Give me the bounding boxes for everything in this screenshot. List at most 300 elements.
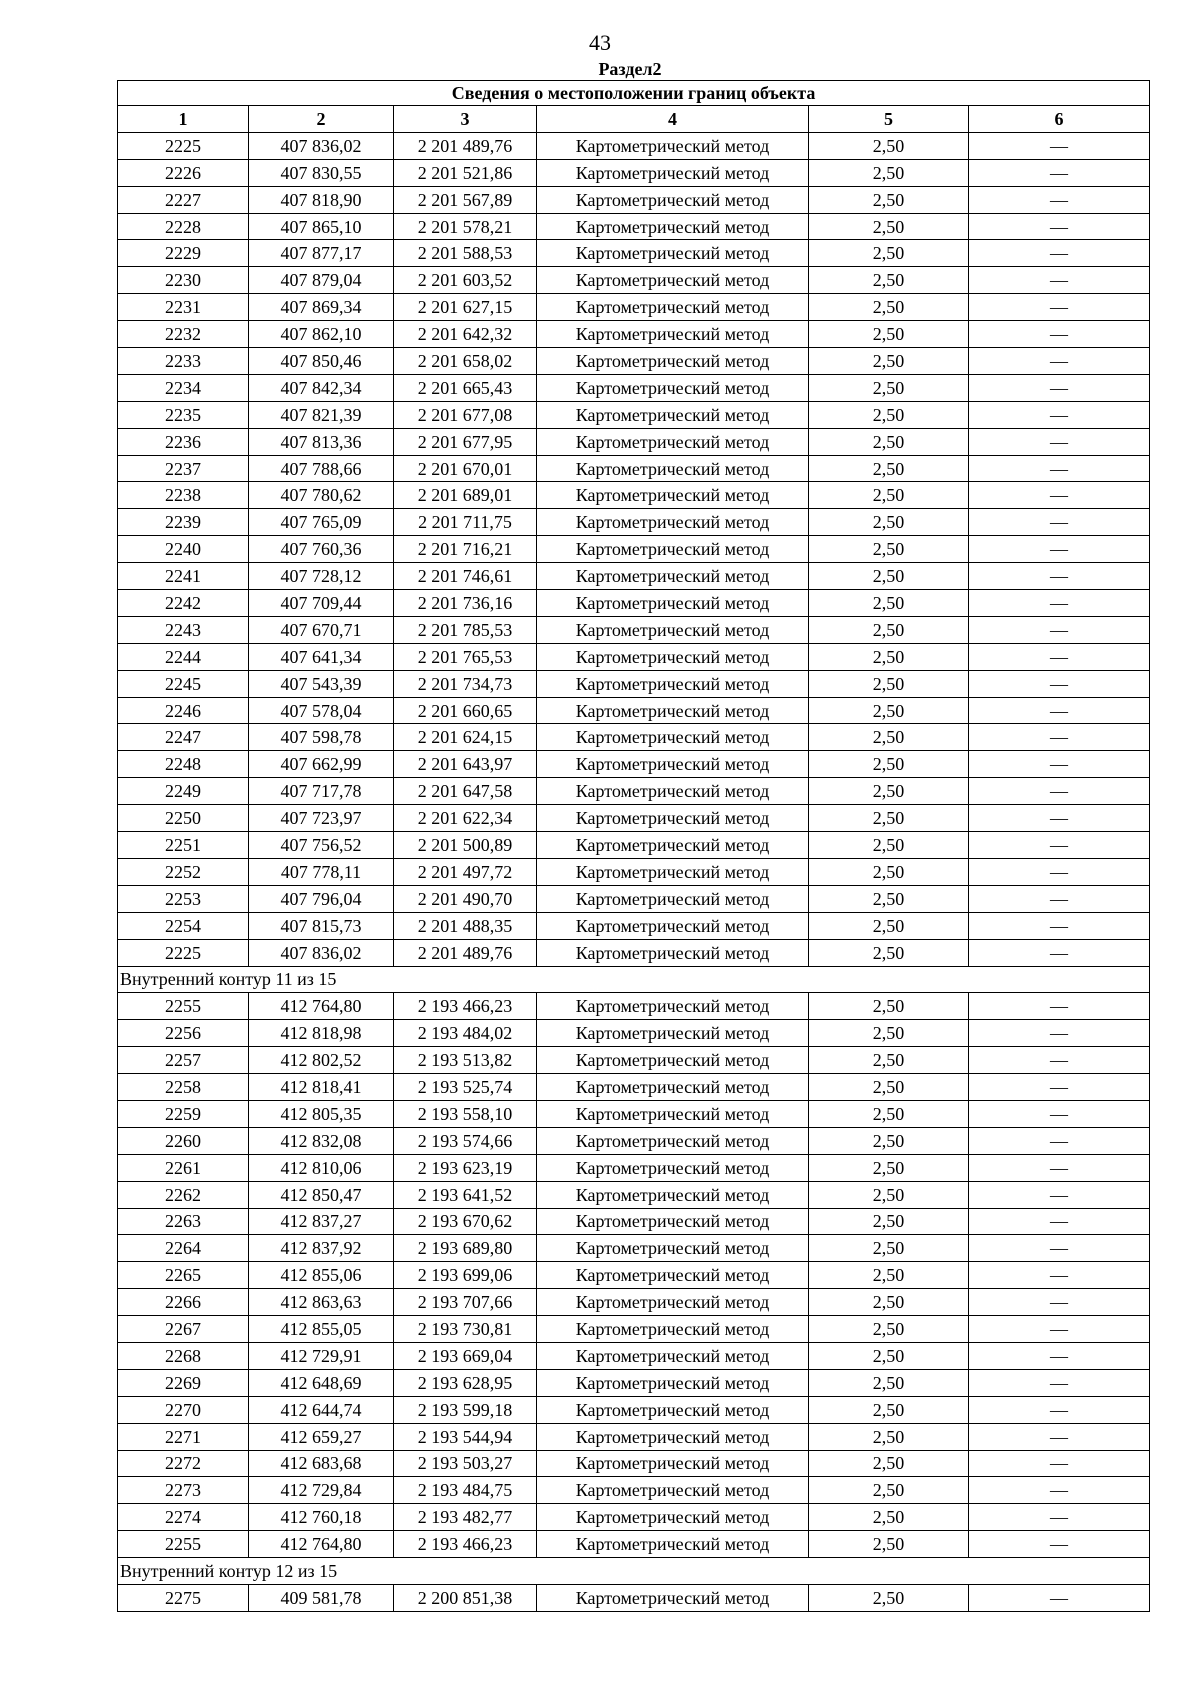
point-number-cell: 2244 — [118, 643, 249, 670]
method-cell: Картометрический метод — [537, 1369, 809, 1396]
x-coordinate-cell: 407 879,04 — [249, 267, 394, 294]
y-coordinate-cell: 2 193 689,80 — [394, 1235, 537, 1262]
accuracy-cell: 2,50 — [809, 509, 969, 536]
x-coordinate-cell: 407 813,36 — [249, 428, 394, 455]
method-cell: Картометрический метод — [537, 643, 809, 670]
point-number-cell: 2233 — [118, 348, 249, 375]
y-coordinate-cell: 2 201 677,08 — [394, 401, 537, 428]
contour-section-label: Внутренний контур 12 из 15 — [118, 1558, 1150, 1585]
x-coordinate-cell: 407 877,17 — [249, 240, 394, 267]
x-coordinate-cell: 407 836,02 — [249, 939, 394, 966]
method-cell: Картометрический метод — [537, 1181, 809, 1208]
x-coordinate-cell: 412 818,98 — [249, 1020, 394, 1047]
method-cell: Картометрический метод — [537, 1316, 809, 1343]
method-cell: Картометрический метод — [537, 885, 809, 912]
x-coordinate-cell: 407 818,90 — [249, 186, 394, 213]
point-number-cell: 2258 — [118, 1074, 249, 1101]
table-row — [118, 348, 1150, 375]
table-row — [118, 643, 1150, 670]
method-cell: Картометрический метод — [537, 805, 809, 832]
method-cell: Картометрический метод — [537, 159, 809, 186]
accuracy-cell: 2,50 — [809, 832, 969, 859]
point-number-cell: 2235 — [118, 401, 249, 428]
x-coordinate-cell: 407 865,10 — [249, 213, 394, 240]
table-row — [118, 1450, 1150, 1477]
column-header: 4 — [537, 106, 809, 133]
y-coordinate-cell: 2 193 641,52 — [394, 1181, 537, 1208]
accuracy-cell: 2,50 — [809, 885, 969, 912]
description-cell: — — [969, 1477, 1150, 1504]
description-cell: — — [969, 482, 1150, 509]
accuracy-cell: 2,50 — [809, 1504, 969, 1531]
accuracy-cell: 2,50 — [809, 590, 969, 617]
x-coordinate-cell: 412 837,92 — [249, 1235, 394, 1262]
x-coordinate-cell: 412 729,91 — [249, 1342, 394, 1369]
accuracy-cell: 2,50 — [809, 1531, 969, 1558]
description-cell: — — [969, 697, 1150, 724]
y-coordinate-cell: 2 201 490,70 — [394, 885, 537, 912]
point-number-cell: 2273 — [118, 1477, 249, 1504]
accuracy-cell: 2,50 — [809, 1584, 969, 1611]
point-number-cell: 2238 — [118, 482, 249, 509]
accuracy-cell: 2,50 — [809, 428, 969, 455]
point-number-cell: 2259 — [118, 1100, 249, 1127]
table-row — [118, 1127, 1150, 1154]
point-number-cell: 2237 — [118, 455, 249, 482]
point-number-cell: 2266 — [118, 1289, 249, 1316]
method-cell: Картометрический метод — [537, 724, 809, 751]
y-coordinate-cell: 2 201 711,75 — [394, 509, 537, 536]
y-coordinate-cell: 2 201 736,16 — [394, 590, 537, 617]
accuracy-cell: 2,50 — [809, 993, 969, 1020]
table-row — [118, 1074, 1150, 1101]
table-row — [118, 1531, 1150, 1558]
table-row — [118, 509, 1150, 536]
method-cell: Картометрический метод — [537, 1423, 809, 1450]
method-cell: Картометрический метод — [537, 1450, 809, 1477]
accuracy-cell: 2,50 — [809, 1316, 969, 1343]
point-number-cell: 2250 — [118, 805, 249, 832]
x-coordinate-cell: 407 778,11 — [249, 858, 394, 885]
y-coordinate-cell: 2 201 567,89 — [394, 186, 537, 213]
x-coordinate-cell: 407 598,78 — [249, 724, 394, 751]
y-coordinate-cell: 2 201 489,76 — [394, 939, 537, 966]
accuracy-cell: 2,50 — [809, 348, 969, 375]
x-coordinate-cell: 407 836,02 — [249, 132, 394, 159]
contour-section-row — [118, 966, 1150, 993]
accuracy-cell: 2,50 — [809, 1154, 969, 1181]
page-number: 43 — [589, 30, 611, 55]
table-row — [118, 912, 1150, 939]
method-cell: Картометрический метод — [537, 1235, 809, 1262]
accuracy-cell: 2,50 — [809, 294, 969, 321]
description-cell: — — [969, 563, 1150, 590]
x-coordinate-cell: 412 832,08 — [249, 1127, 394, 1154]
table-row — [118, 186, 1150, 213]
y-coordinate-cell: 2 201 488,35 — [394, 912, 537, 939]
point-number-cell: 2271 — [118, 1423, 249, 1450]
x-coordinate-cell: 412 764,80 — [249, 1531, 394, 1558]
x-coordinate-cell: 407 756,52 — [249, 832, 394, 859]
method-cell: Картометрический метод — [537, 1154, 809, 1181]
description-cell: — — [969, 159, 1150, 186]
table-row — [118, 832, 1150, 859]
y-coordinate-cell: 2 193 466,23 — [394, 1531, 537, 1558]
description-cell: — — [969, 939, 1150, 966]
accuracy-cell: 2,50 — [809, 1262, 969, 1289]
description-cell: — — [969, 1342, 1150, 1369]
table-row — [118, 805, 1150, 832]
method-cell: Картометрический метод — [537, 1531, 809, 1558]
description-cell: — — [969, 1396, 1150, 1423]
description-cell: — — [969, 213, 1150, 240]
description-cell: — — [969, 751, 1150, 778]
y-coordinate-cell: 2 201 677,95 — [394, 428, 537, 455]
point-number-cell: 2268 — [118, 1342, 249, 1369]
table-row — [118, 1584, 1150, 1611]
point-number-cell: 2247 — [118, 724, 249, 751]
method-cell: Картометрический метод — [537, 213, 809, 240]
boundary-table — [117, 80, 1150, 1612]
point-number-cell: 2225 — [118, 939, 249, 966]
x-coordinate-cell: 412 648,69 — [249, 1369, 394, 1396]
description-cell: — — [969, 428, 1150, 455]
method-cell: Картометрический метод — [537, 1047, 809, 1074]
y-coordinate-cell: 2 193 558,10 — [394, 1100, 537, 1127]
table-row — [118, 267, 1150, 294]
method-cell: Картометрический метод — [537, 1504, 809, 1531]
accuracy-cell: 2,50 — [809, 778, 969, 805]
x-coordinate-cell: 407 662,99 — [249, 751, 394, 778]
method-cell: Картометрический метод — [537, 132, 809, 159]
x-coordinate-cell: 407 717,78 — [249, 778, 394, 805]
method-cell: Картометрический метод — [537, 1208, 809, 1235]
y-coordinate-cell: 2 193 484,02 — [394, 1020, 537, 1047]
y-coordinate-cell: 2 201 588,53 — [394, 240, 537, 267]
column-header: 5 — [809, 106, 969, 133]
description-cell: — — [969, 1074, 1150, 1101]
x-coordinate-cell: 407 709,44 — [249, 590, 394, 617]
table-row — [118, 321, 1150, 348]
y-coordinate-cell: 2 193 730,81 — [394, 1316, 537, 1343]
accuracy-cell: 2,50 — [809, 939, 969, 966]
y-coordinate-cell: 2 201 489,76 — [394, 132, 537, 159]
y-coordinate-cell: 2 201 660,65 — [394, 697, 537, 724]
x-coordinate-cell: 407 670,71 — [249, 616, 394, 643]
description-cell: — — [969, 832, 1150, 859]
point-number-cell: 2226 — [118, 159, 249, 186]
y-coordinate-cell: 2 201 785,53 — [394, 616, 537, 643]
x-coordinate-cell: 412 729,84 — [249, 1477, 394, 1504]
table-row — [118, 1154, 1150, 1181]
accuracy-cell: 2,50 — [809, 1181, 969, 1208]
y-coordinate-cell: 2 193 484,75 — [394, 1477, 537, 1504]
accuracy-cell: 2,50 — [809, 1020, 969, 1047]
accuracy-cell: 2,50 — [809, 132, 969, 159]
accuracy-cell: 2,50 — [809, 213, 969, 240]
method-cell: Картометрический метод — [537, 1342, 809, 1369]
x-coordinate-cell: 412 760,18 — [249, 1504, 394, 1531]
point-number-cell: 2249 — [118, 778, 249, 805]
y-coordinate-cell: 2 193 503,27 — [394, 1450, 537, 1477]
description-cell: — — [969, 536, 1150, 563]
column-header: 1 — [118, 106, 249, 133]
accuracy-cell: 2,50 — [809, 643, 969, 670]
y-coordinate-cell: 2 201 665,43 — [394, 374, 537, 401]
description-cell: — — [969, 643, 1150, 670]
table-row — [118, 294, 1150, 321]
y-coordinate-cell: 2 193 525,74 — [394, 1074, 537, 1101]
point-number-cell: 2253 — [118, 885, 249, 912]
method-cell: Картометрический метод — [537, 616, 809, 643]
method-cell: Картометрический метод — [537, 374, 809, 401]
method-cell: Картометрический метод — [537, 401, 809, 428]
accuracy-cell: 2,50 — [809, 374, 969, 401]
description-cell: — — [969, 1369, 1150, 1396]
table-row — [118, 1423, 1150, 1450]
method-cell: Картометрический метод — [537, 1074, 809, 1101]
y-coordinate-cell: 2 193 628,95 — [394, 1369, 537, 1396]
y-coordinate-cell: 2 201 647,58 — [394, 778, 537, 805]
method-cell: Картометрический метод — [537, 1289, 809, 1316]
table-row — [118, 1342, 1150, 1369]
method-cell: Картометрический метод — [537, 1262, 809, 1289]
table-row — [118, 724, 1150, 751]
x-coordinate-cell: 407 850,46 — [249, 348, 394, 375]
accuracy-cell: 2,50 — [809, 455, 969, 482]
description-cell: — — [969, 778, 1150, 805]
table-row — [118, 616, 1150, 643]
x-coordinate-cell: 407 723,97 — [249, 805, 394, 832]
method-cell: Картометрический метод — [537, 563, 809, 590]
point-number-cell: 2246 — [118, 697, 249, 724]
accuracy-cell: 2,50 — [809, 1127, 969, 1154]
description-cell: — — [969, 670, 1150, 697]
accuracy-cell: 2,50 — [809, 1074, 969, 1101]
x-coordinate-cell: 412 837,27 — [249, 1208, 394, 1235]
accuracy-cell: 2,50 — [809, 240, 969, 267]
table-row — [118, 1181, 1150, 1208]
method-cell: Картометрический метод — [537, 536, 809, 563]
y-coordinate-cell: 2 201 746,61 — [394, 563, 537, 590]
y-coordinate-cell: 2 193 623,19 — [394, 1154, 537, 1181]
description-cell: — — [969, 374, 1150, 401]
table-row — [118, 563, 1150, 590]
description-cell: — — [969, 1127, 1150, 1154]
method-cell: Картометрический метод — [537, 1584, 809, 1611]
x-coordinate-cell: 412 805,35 — [249, 1100, 394, 1127]
point-number-cell: 2245 — [118, 670, 249, 697]
point-number-cell: 2262 — [118, 1181, 249, 1208]
table-row — [118, 1504, 1150, 1531]
table-title-row — [118, 81, 1150, 106]
accuracy-cell: 2,50 — [809, 912, 969, 939]
point-number-cell: 2240 — [118, 536, 249, 563]
x-coordinate-cell: 407 796,04 — [249, 885, 394, 912]
method-cell: Картометрический метод — [537, 294, 809, 321]
x-coordinate-cell: 407 765,09 — [249, 509, 394, 536]
point-number-cell: 2231 — [118, 294, 249, 321]
x-coordinate-cell: 412 855,06 — [249, 1262, 394, 1289]
table-row — [118, 1369, 1150, 1396]
table-row — [118, 1235, 1150, 1262]
method-cell: Картометрический метод — [537, 186, 809, 213]
table-row — [118, 778, 1150, 805]
point-number-cell: 2267 — [118, 1316, 249, 1343]
description-cell: — — [969, 132, 1150, 159]
point-number-cell: 2225 — [118, 132, 249, 159]
point-number-cell: 2260 — [118, 1127, 249, 1154]
column-header-row — [118, 106, 1150, 133]
y-coordinate-cell: 2 193 669,04 — [394, 1342, 537, 1369]
x-coordinate-cell: 412 659,27 — [249, 1423, 394, 1450]
accuracy-cell: 2,50 — [809, 267, 969, 294]
accuracy-cell: 2,50 — [809, 159, 969, 186]
accuracy-cell: 2,50 — [809, 751, 969, 778]
accuracy-cell: 2,50 — [809, 697, 969, 724]
description-cell: — — [969, 590, 1150, 617]
table-row — [118, 1262, 1150, 1289]
x-coordinate-cell: 407 830,55 — [249, 159, 394, 186]
contour-section-label: Внутренний контур 11 из 15 — [118, 966, 1150, 993]
method-cell: Картометрический метод — [537, 428, 809, 455]
description-cell: — — [969, 912, 1150, 939]
point-number-cell: 2229 — [118, 240, 249, 267]
table-row — [118, 670, 1150, 697]
y-coordinate-cell: 2 201 765,53 — [394, 643, 537, 670]
y-coordinate-cell: 2 193 699,06 — [394, 1262, 537, 1289]
x-coordinate-cell: 407 788,66 — [249, 455, 394, 482]
table-body — [118, 132, 1150, 1611]
accuracy-cell: 2,50 — [809, 401, 969, 428]
point-number-cell: 2251 — [118, 832, 249, 859]
accuracy-cell: 2,50 — [809, 858, 969, 885]
table-row — [118, 1047, 1150, 1074]
description-cell: — — [969, 1504, 1150, 1531]
table-row — [118, 939, 1150, 966]
description-cell: — — [969, 401, 1150, 428]
column-header: 6 — [969, 106, 1150, 133]
point-number-cell: 2255 — [118, 993, 249, 1020]
table-row — [118, 159, 1150, 186]
point-number-cell: 2243 — [118, 616, 249, 643]
y-coordinate-cell: 2 201 716,21 — [394, 536, 537, 563]
description-cell: — — [969, 1100, 1150, 1127]
x-coordinate-cell: 407 815,73 — [249, 912, 394, 939]
point-number-cell: 2275 — [118, 1584, 249, 1611]
y-coordinate-cell: 2 201 521,86 — [394, 159, 537, 186]
x-coordinate-cell: 407 760,36 — [249, 536, 394, 563]
point-number-cell: 2261 — [118, 1154, 249, 1181]
point-number-cell: 2248 — [118, 751, 249, 778]
description-cell: — — [969, 321, 1150, 348]
description-cell: — — [969, 858, 1150, 885]
description-cell: — — [969, 1235, 1150, 1262]
section-label: Раздел2 — [598, 59, 662, 79]
x-coordinate-cell: 412 802,52 — [249, 1047, 394, 1074]
description-cell: — — [969, 1020, 1150, 1047]
accuracy-cell: 2,50 — [809, 616, 969, 643]
accuracy-cell: 2,50 — [809, 1208, 969, 1235]
table-row — [118, 697, 1150, 724]
table-row — [118, 1289, 1150, 1316]
x-coordinate-cell: 412 810,06 — [249, 1154, 394, 1181]
table-row — [118, 885, 1150, 912]
point-number-cell: 2228 — [118, 213, 249, 240]
description-cell: — — [969, 294, 1150, 321]
x-coordinate-cell: 412 855,05 — [249, 1316, 394, 1343]
x-coordinate-cell: 407 862,10 — [249, 321, 394, 348]
x-coordinate-cell: 407 728,12 — [249, 563, 394, 590]
x-coordinate-cell: 412 850,47 — [249, 1181, 394, 1208]
point-number-cell: 2255 — [118, 1531, 249, 1558]
table-row — [118, 374, 1150, 401]
point-number-cell: 2234 — [118, 374, 249, 401]
description-cell: — — [969, 1208, 1150, 1235]
table-row — [118, 1396, 1150, 1423]
table-row — [118, 1208, 1150, 1235]
y-coordinate-cell: 2 201 734,73 — [394, 670, 537, 697]
y-coordinate-cell: 2 193 544,94 — [394, 1423, 537, 1450]
table-row — [118, 401, 1150, 428]
method-cell: Картометрический метод — [537, 670, 809, 697]
point-number-cell: 2272 — [118, 1450, 249, 1477]
y-coordinate-cell: 2 201 643,97 — [394, 751, 537, 778]
y-coordinate-cell: 2 201 642,32 — [394, 321, 537, 348]
accuracy-cell: 2,50 — [809, 186, 969, 213]
table-row — [118, 428, 1150, 455]
description-cell: — — [969, 267, 1150, 294]
description-cell: — — [969, 1289, 1150, 1316]
point-number-cell: 2256 — [118, 1020, 249, 1047]
method-cell: Картометрический метод — [537, 509, 809, 536]
y-coordinate-cell: 2 193 482,77 — [394, 1504, 537, 1531]
accuracy-cell: 2,50 — [809, 563, 969, 590]
x-coordinate-cell: 412 764,80 — [249, 993, 394, 1020]
accuracy-cell: 2,50 — [809, 1235, 969, 1262]
accuracy-cell: 2,50 — [809, 1450, 969, 1477]
point-number-cell: 2236 — [118, 428, 249, 455]
y-coordinate-cell: 2 201 627,15 — [394, 294, 537, 321]
accuracy-cell: 2,50 — [809, 1477, 969, 1504]
y-coordinate-cell: 2 193 670,62 — [394, 1208, 537, 1235]
y-coordinate-cell: 2 193 513,82 — [394, 1047, 537, 1074]
description-cell: — — [969, 1531, 1150, 1558]
x-coordinate-cell: 407 869,34 — [249, 294, 394, 321]
table-row — [118, 1020, 1150, 1047]
method-cell: Картометрический метод — [537, 778, 809, 805]
accuracy-cell: 2,50 — [809, 536, 969, 563]
x-coordinate-cell: 407 821,39 — [249, 401, 394, 428]
method-cell: Картометрический метод — [537, 267, 809, 294]
point-number-cell: 2242 — [118, 590, 249, 617]
table-row — [118, 213, 1150, 240]
method-cell: Картометрический метод — [537, 1020, 809, 1047]
table-row — [118, 993, 1150, 1020]
method-cell: Картометрический метод — [537, 482, 809, 509]
description-cell: — — [969, 186, 1150, 213]
table-row — [118, 1100, 1150, 1127]
y-coordinate-cell: 2 193 707,66 — [394, 1289, 537, 1316]
method-cell: Картометрический метод — [537, 240, 809, 267]
point-number-cell: 2241 — [118, 563, 249, 590]
method-cell: Картометрический метод — [537, 993, 809, 1020]
description-cell: — — [969, 805, 1150, 832]
description-cell: — — [969, 1047, 1150, 1074]
x-coordinate-cell: 412 863,63 — [249, 1289, 394, 1316]
point-number-cell: 2263 — [118, 1208, 249, 1235]
table-row — [118, 536, 1150, 563]
